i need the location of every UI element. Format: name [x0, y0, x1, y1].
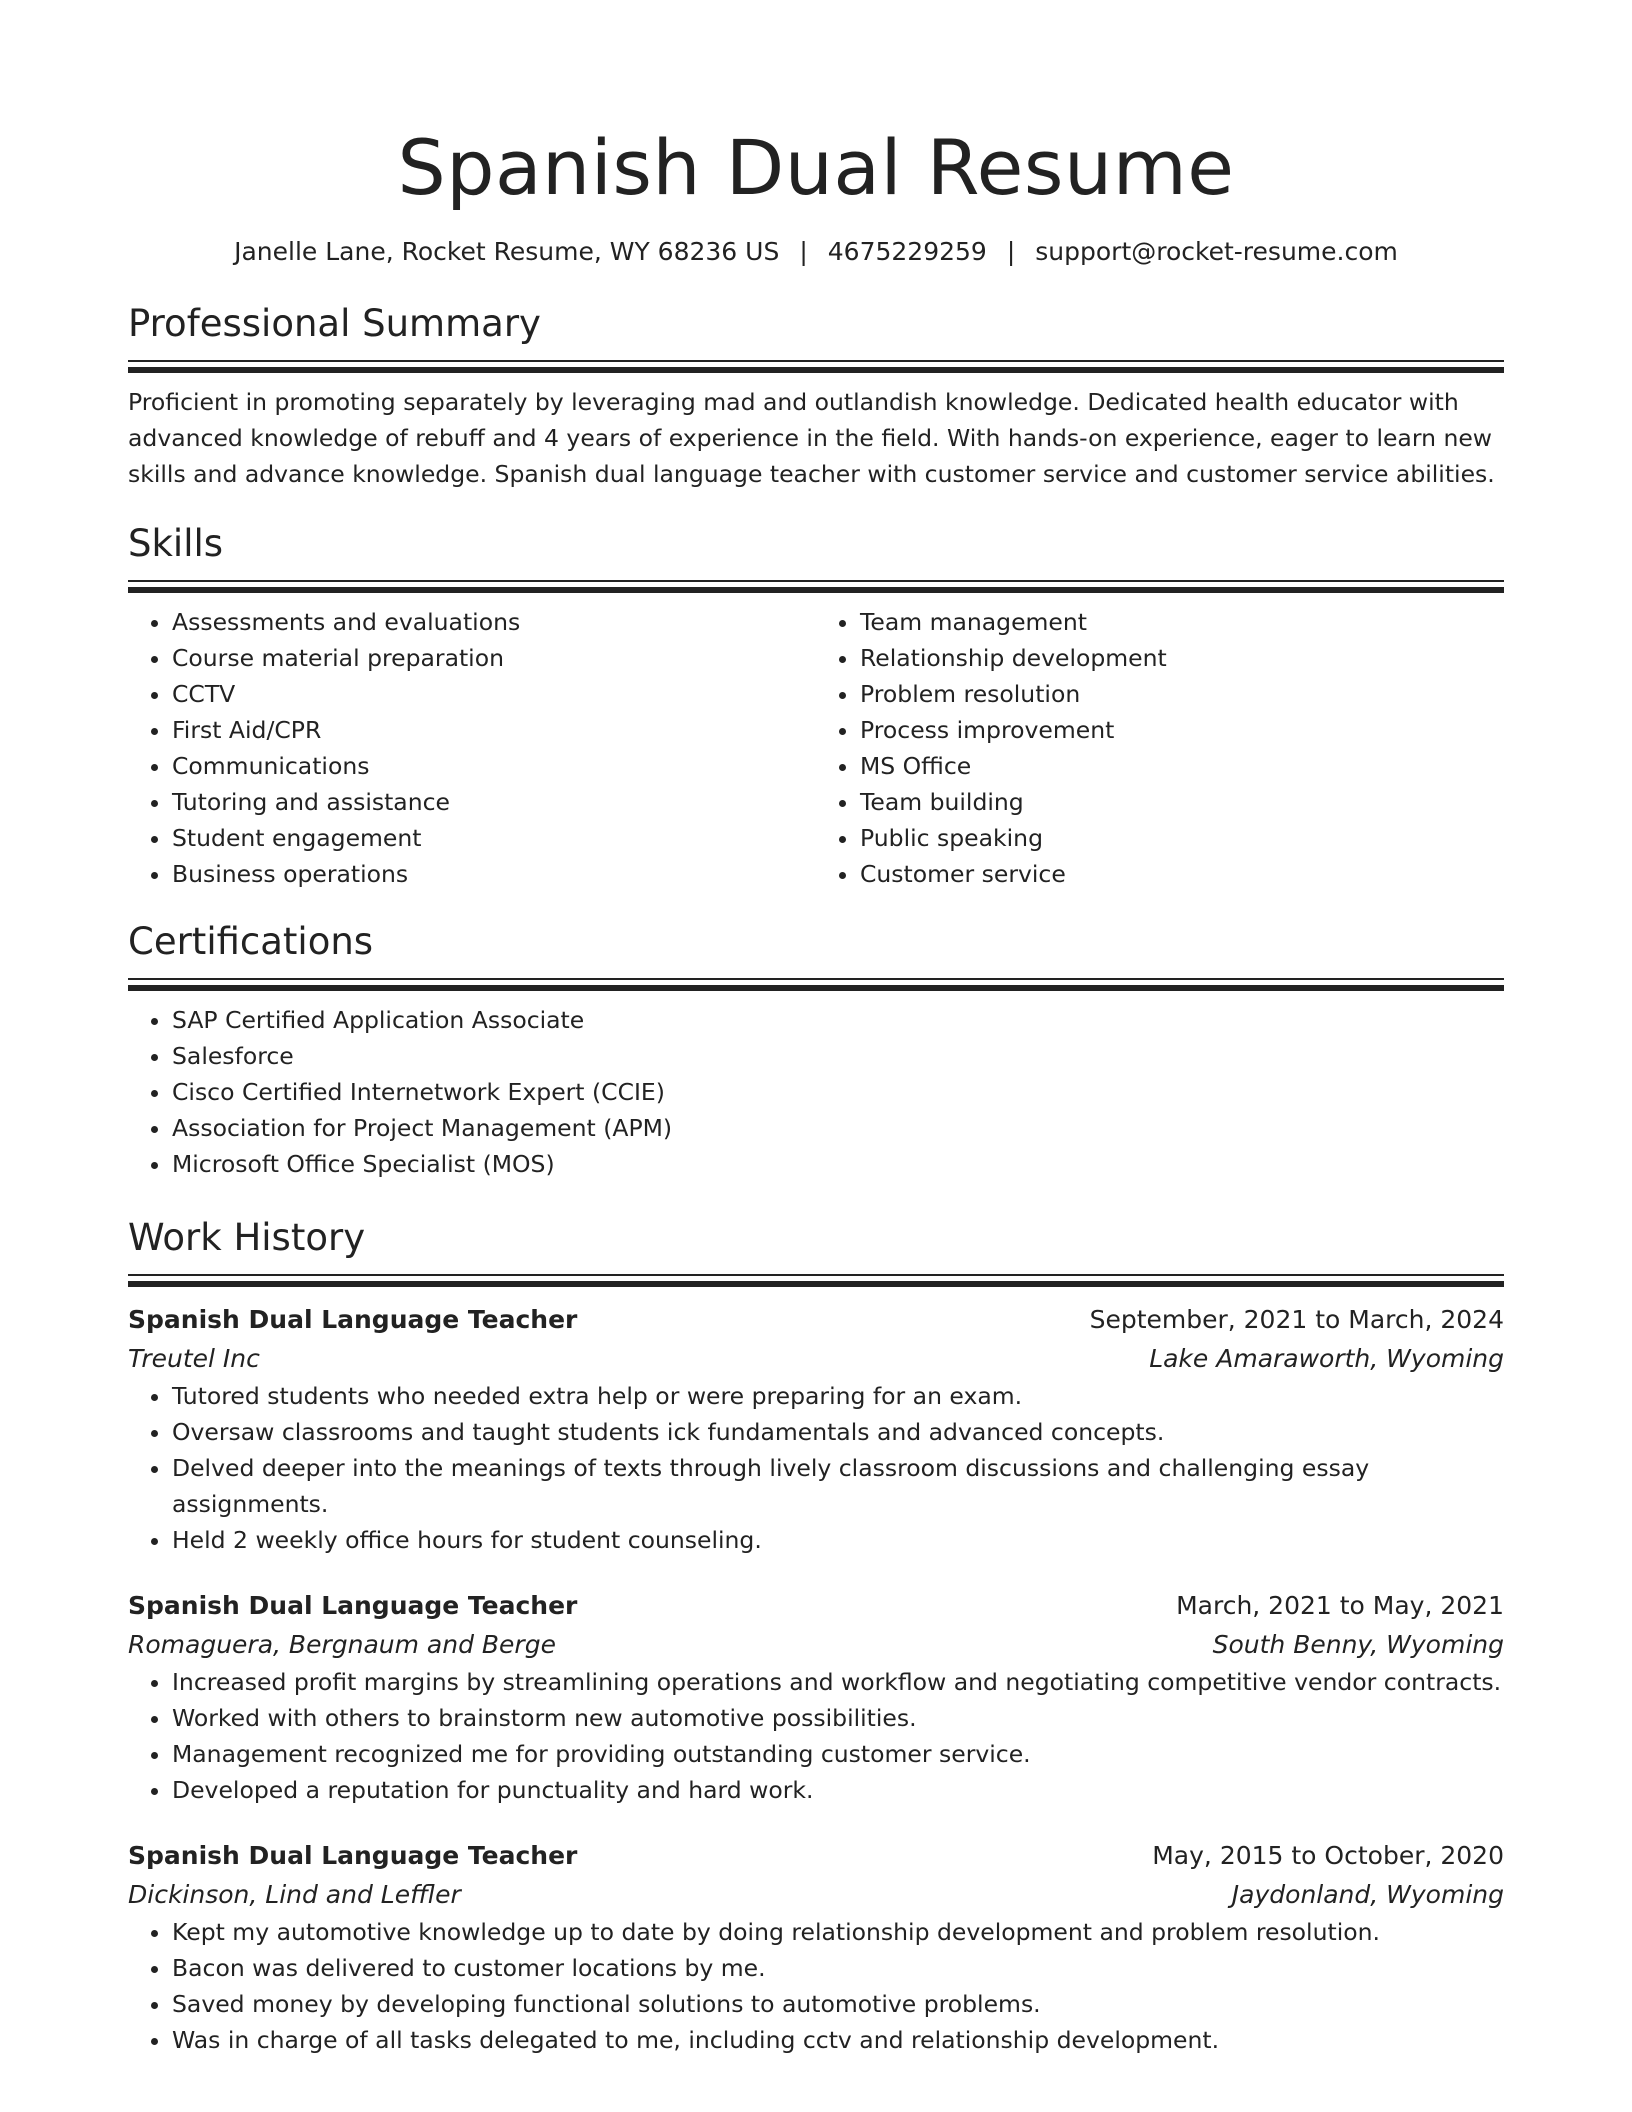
job-bullet: • Saved money by developing functional solutions to automotive problems.	[172, 1986, 1504, 2022]
job-header	[128, 1586, 1504, 1626]
job-bullet: • Developed a reputation for punctuality and hard work.	[172, 1772, 1504, 1808]
contact-address: Janelle Lane, Rocket Resume, WY 68236 US	[234, 237, 780, 266]
contact-phone: 4675229259	[827, 237, 987, 266]
section-divider	[128, 1274, 1504, 1284]
skill-item: • Customer service	[860, 856, 1504, 892]
certifications-section	[128, 918, 1504, 1182]
job-dates: September, 2021 to March, 2024	[1089, 1305, 1504, 1334]
contact-separator: |	[799, 237, 808, 266]
skill-item: • Assessments and evaluations	[172, 604, 816, 640]
contact-email: support@rocket-resume.com	[1035, 237, 1398, 266]
job-location: Lake Amaraworth, Wyoming	[1149, 1344, 1504, 1373]
skill-item: • Course material preparation	[172, 640, 816, 676]
skill-item: • Relationship development	[860, 640, 1504, 676]
skill-item: • Student engagement	[172, 820, 816, 856]
job-company: Treutel Inc	[128, 1344, 260, 1373]
skill-item: • Communications	[172, 748, 816, 784]
job-bullet: • Bacon was delivered to customer locations by me.	[172, 1950, 1504, 1986]
skills-list-right	[816, 604, 1504, 892]
resume-name: Spanish Dual Resume	[397, 123, 1235, 212]
skill-item: • Team management	[860, 604, 1504, 640]
job-title: Spanish Dual Language Teacher	[128, 1841, 578, 1870]
job-dates: March, 2021 to May, 2021	[1176, 1591, 1504, 1620]
job-bullets	[128, 1914, 1504, 2058]
job-subheader	[128, 1876, 1504, 1914]
job-bullet: • Worked with others to brainstorm new automotive possibilities.	[172, 1700, 1504, 1736]
job-company: Dickinson, Lind and Leffler	[128, 1880, 461, 1909]
certification-item: • Microsoft Office Specialist (MOS)	[172, 1146, 1504, 1182]
job-bullets	[128, 1664, 1504, 1808]
skill-item: • MS Office	[860, 748, 1504, 784]
contact-separator: |	[1006, 237, 1016, 266]
job-entry	[128, 1836, 1504, 2058]
job-location: Jaydonland, Wyoming	[1231, 1880, 1504, 1909]
job-bullet: • Oversaw classrooms and taught students ick fundamentals and advanced concepts.	[172, 1414, 1504, 1450]
skill-item: • Problem resolution	[860, 676, 1504, 712]
skill-item: • Process improvement	[860, 712, 1504, 748]
job-bullet: • Management recognized me for providing outstanding customer service.	[172, 1736, 1504, 1772]
skills-list-left	[128, 604, 816, 892]
section-title-summary: Professional Summary	[128, 302, 541, 345]
job-company: Romaguera, Bergnaum and Berge	[128, 1630, 556, 1659]
certification-item: • SAP Certified Application Associate	[172, 1002, 1504, 1038]
contact-line	[128, 234, 1504, 270]
job-bullets	[128, 1378, 1504, 1558]
section-divider	[128, 978, 1504, 988]
section-title-skills: Skills	[128, 522, 224, 565]
summary-section	[128, 300, 1504, 492]
resume-page	[128, 120, 1504, 2058]
job-subheader	[128, 1340, 1504, 1378]
skill-item: • Business operations	[172, 856, 816, 892]
certifications-list	[128, 1002, 1504, 1182]
job-title: Spanish Dual Language Teacher	[128, 1591, 578, 1620]
job-entry	[128, 1300, 1504, 1558]
job-dates: May, 2015 to October, 2020	[1152, 1841, 1504, 1870]
job-bullet: • Increased profit margins by streamlining operations and workflow and negotiating competitive vendor contracts.	[172, 1664, 1504, 1700]
summary-text: Proficient in promoting separately by leveraging mad and outlandish knowledge. Dedicated health educator with advanced knowledge of rebuff and 4 years of experience in the field. With hands-on experience, eager to learn new skills and advance knowledge. Spanish dual language teacher with customer service and customer service abilities.	[128, 388, 1495, 488]
skill-item: • Tutoring and assistance	[172, 784, 816, 820]
certification-item: • Salesforce	[172, 1038, 1504, 1074]
work-history-section	[128, 1214, 1504, 2058]
certification-item: • Association for Project Management (APM)	[172, 1110, 1504, 1146]
job-title: Spanish Dual Language Teacher	[128, 1305, 578, 1334]
skills-section	[128, 520, 1504, 892]
skill-item: • CCTV	[172, 676, 816, 712]
job-bullet: • Delved deeper into the meanings of texts through lively classroom discussions and challenging essay assignments.	[172, 1450, 1504, 1522]
skill-item: • Public speaking	[860, 820, 1504, 856]
job-subheader	[128, 1626, 1504, 1664]
certification-item: • Cisco Certified Internetwork Expert (CCIE)	[172, 1074, 1504, 1110]
section-divider	[128, 580, 1504, 590]
skill-item: • Team building	[860, 784, 1504, 820]
section-title-work-history: Work History	[128, 1216, 366, 1259]
job-bullet: • Tutored students who needed extra help or were preparing for an exam.	[172, 1378, 1504, 1414]
skills-grid	[128, 604, 1504, 892]
job-bullet: • Kept my automotive knowledge up to date by doing relationship development and problem resolution.	[172, 1914, 1504, 1950]
section-divider	[128, 360, 1504, 370]
job-location: South Benny, Wyoming	[1212, 1630, 1504, 1659]
section-title-certifications: Certifications	[128, 920, 374, 963]
job-bullet: • Held 2 weekly office hours for student counseling.	[172, 1522, 1504, 1558]
job-header	[128, 1300, 1504, 1340]
job-entry	[128, 1586, 1504, 1808]
job-header	[128, 1836, 1504, 1876]
skill-item: • First Aid/CPR	[172, 712, 816, 748]
job-bullet: • Was in charge of all tasks delegated to me, including cctv and relationship development.	[172, 2022, 1504, 2058]
